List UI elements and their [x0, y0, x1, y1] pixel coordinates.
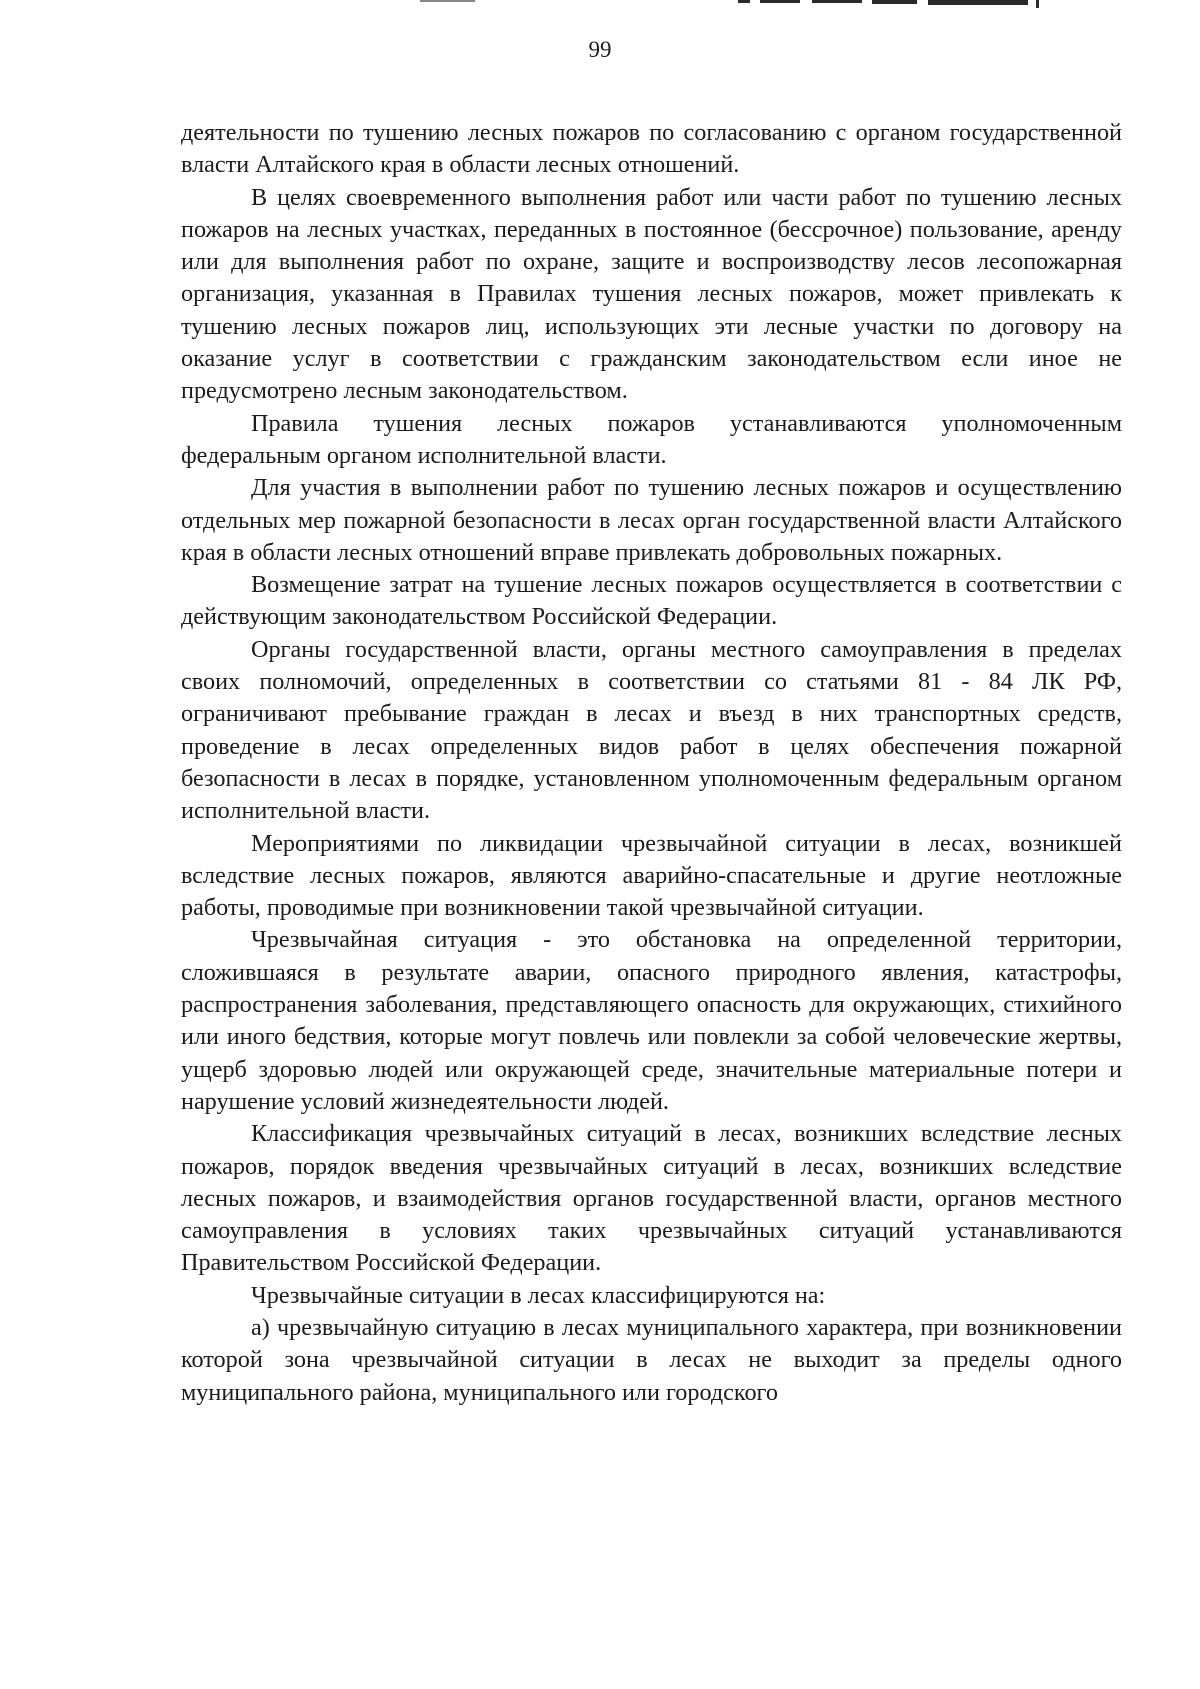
paragraph: Чрезвычайные ситуации в лесах классифицируются на:: [251, 1281, 826, 1309]
document-body: [181, 117, 1122, 1409]
paragraph: Возмещение затрат на тушение лесных пожаров осуществляется в соответствии с действующим законодательством Российской Федерации.: [181, 571, 1122, 631]
paragraph: Для участия в выполнении работ по тушению лесных пожаров и осуществлению отдельных мер пожарной безопасности в лесах орган государственной власти Алтайского края в области лесных отношений вправе привлекать добровольных пожарных.: [181, 474, 1122, 566]
paragraph: Чрезвычайная ситуация - это обстановка на определенной территории, сложившаяся в результате аварии, опасного природного явления, катастрофы, распространения заболевания, представляющего опасность для окружающих, стихийного или иного бедствия, которые могут повлечь или повлекли за собой человеческие жертвы, ущерб здоровью людей или окружающей среде, значительные материальные потери и нарушение условий жизнедеятельности людей.: [181, 926, 1122, 1115]
scan-edge-marks: [0, 0, 1200, 10]
list-item-a: а) чрезвычайную ситуацию в лесах муниципального характера, при возникновении которой зона чрезвычайной ситуации в лесах не выходит за пределы одного муниципального района, муниципального или городского: [181, 1313, 1122, 1406]
paragraph: Мероприятиями по ликвидации чрезвычайной ситуации в лесах, возникшей вследствие лесных пожаров, являются аварийно-спасательные и другие неотложные работы, проводимые при возникновении такой чрезвычайной ситуации.: [181, 829, 1122, 922]
paragraph: Правила тушения лесных пожаров устанавливаются уполномоченным федеральным органом исполнительной власти.: [181, 409, 1122, 469]
paragraph: Классификация чрезвычайных ситуаций в лесах, возникших вследствие лесных пожаров, порядок введения чрезвычайных ситуаций в лесах, возникших вследствие лесных пожаров, и взаимодействия органов государственной власти, органов местного самоуправления в условиях таких чрезвычайных ситуаций устанавливаются Правительством Российской Федерации.: [181, 1120, 1122, 1277]
paragraph: В целях своевременного выполнения работ или части работ по тушению лесных пожаров на лесных участках, переданных в постоянное (бессрочное) пользование, аренду или для выполнения работ по охране, защите и воспроизводству лесов лесопожарная организация, указанная в Правилах тушения лесных пожаров, может привлекать к тушению лесных пожаров лиц, использующих эти лесные участки по договору на оказание услуг в соответствии с гражданским законодательством если иное не предусмотрено лесным законодательством.: [181, 183, 1122, 405]
page-number: 99: [588, 37, 612, 62]
paragraph-continued: деятельности по тушению лесных пожаров по согласованию с органом государственной власти Алтайского края в области лесных отношений.: [181, 119, 1122, 179]
paragraph: Органы государственной власти, органы местного самоуправления в пределах своих полномочий, определенных в соответствии со статьями 81 - 84 ЛК РФ, ограничивают пребывание граждан в лесах и въезд в них транспортных средств, проведение в лесах определенных видов работ в целях обеспечения пожарной безопасности в лесах в порядке, установленном уполномоченным федеральным органом исполнительной власти.: [181, 635, 1122, 825]
